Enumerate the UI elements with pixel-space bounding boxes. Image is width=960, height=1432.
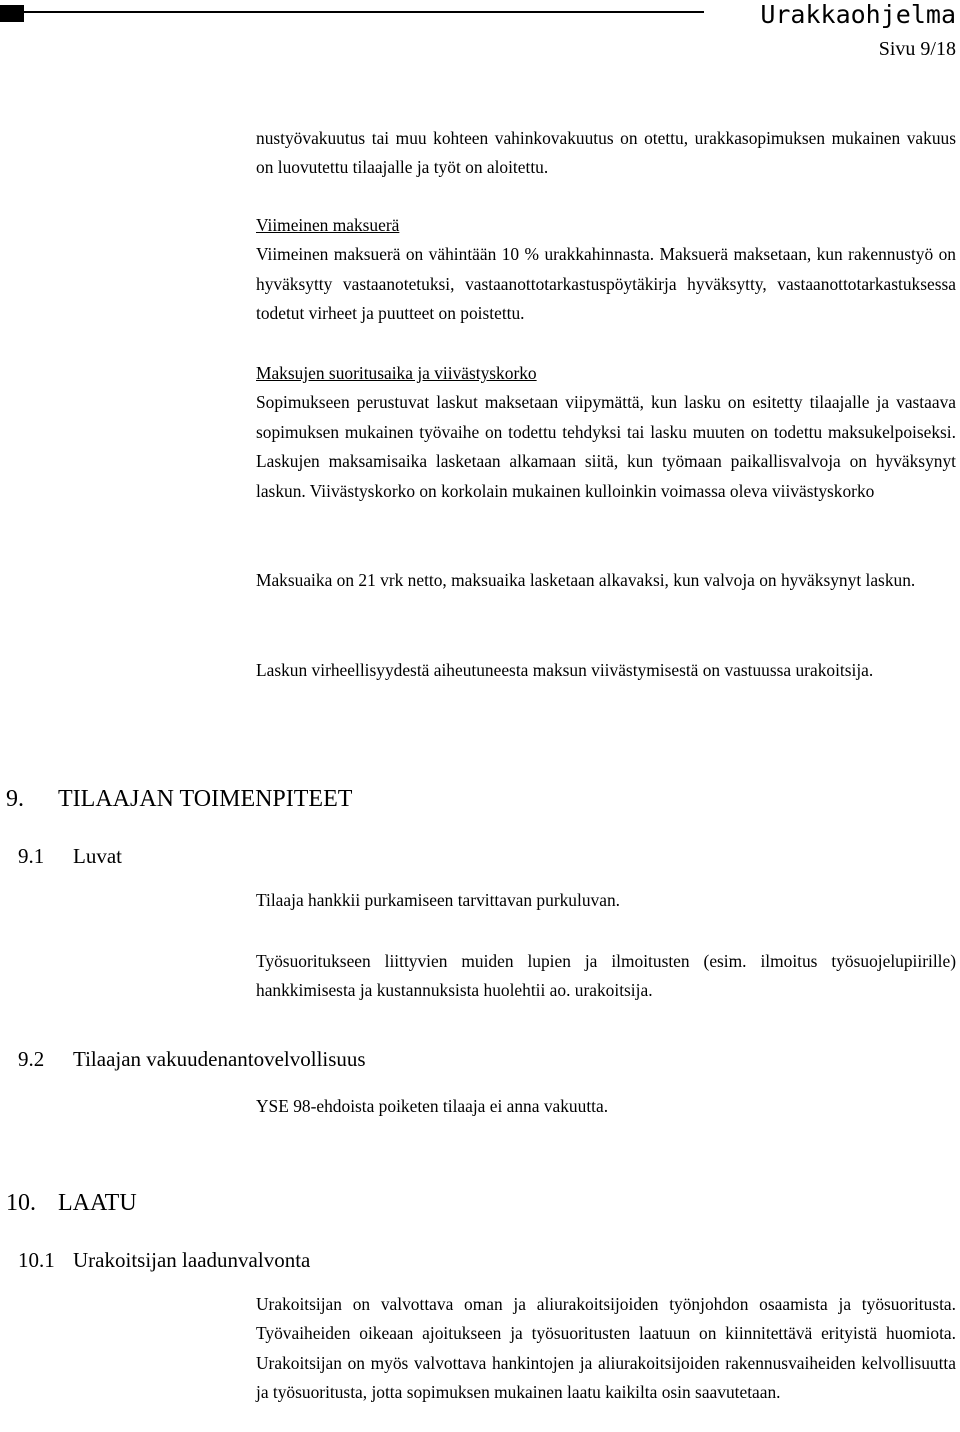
section-number: 10. xyxy=(6,1190,36,1216)
payment-text: Sopimukseen perustuvat laskut maksetaan viipymättä, kun lasku on esitetty tilaajalle ja vastaava sopimuksen mukainen työvaihe on todettu tehdyksi tai lasku muuten on todettu maksukelpoiseksi. Laskujen maksamisaika lasketaan alkamaan siitä, kun työmaan paikallisvalvoja on hyväksynyt laskun. Viivästyskorko on korkolain mukainen kulloinkin voimassa oleva viivästyskorko xyxy=(256,392,956,501)
section-10-1-heading xyxy=(18,1248,310,1273)
section-number: 9.1 xyxy=(18,844,45,868)
section-number: 9.2 xyxy=(18,1047,45,1071)
section-10-1-paragraph: Urakoitsijan on valvottava oman ja aliurakoitsijoiden työnjohdon osaamista ja työsuoritusta. Työvaiheiden oikeaan ajoitukseen ja työsuoritusten laatuun on kiinnitettävä erityistä huomiota. Urakoitsijan on myös valvottava hankintojen ja aliurakoitsijoiden rakennusvaiheiden kelvollisuutta ja työsuoritusta, jotta sopimuksen mukainen laatu kaikilta osin saavutetaan. xyxy=(256,1294,956,1403)
section-title: Tilaajan vakuudenantovelvollisuus xyxy=(73,1047,366,1071)
header-marker xyxy=(0,5,24,22)
section-title: Luvat xyxy=(73,844,122,868)
invoice-error-paragraph: Laskun virheellisyydestä aiheutuneesta maksun viivästymisestä on vastuussa urakoitsija. xyxy=(256,660,874,680)
payment-heading: Maksujen suoritusaika ja viivästyskorko xyxy=(256,363,537,383)
section-9-1-paragraph-1: Tilaaja hankkii purkamiseen tarvittavan purkuluvan. xyxy=(256,890,620,910)
section-number: 10.1 xyxy=(18,1248,55,1272)
last-installment-heading: Viimeinen maksuerä xyxy=(256,215,400,235)
section-9-1-heading xyxy=(18,844,122,869)
section-number: 9. xyxy=(6,786,24,812)
section-9-1-paragraph-2: Työsuoritukseen liittyvien muiden lupien ja ilmoitusten (esim. ilmoitus työsuojelupiirille) hankkimisesta ja kustannuksista huolehtii ao. urakoitsija. xyxy=(256,951,956,1001)
section-9-heading xyxy=(6,786,352,813)
last-installment-block xyxy=(256,211,956,329)
section-title: LAATU xyxy=(58,1190,137,1216)
header-rule xyxy=(24,11,704,13)
intro-paragraph: nustyövakuutus tai muu kohteen vahinkovakuutus on otettu, urakkasopimuksen mukainen vakuus on luovutettu tilaajalle ja työt on aloitettu. xyxy=(256,128,956,178)
payment-term-paragraph: Maksuaika on 21 vrk netto, maksuaika lasketaan alkavaksi, kun valvoja on hyväksynyt laskun. xyxy=(256,570,916,590)
page-number: Sivu 9/18 xyxy=(878,38,956,60)
section-title: Urakoitsijan laadunvalvonta xyxy=(73,1248,311,1272)
document-title: Urakkaohjelma xyxy=(760,0,956,29)
section-title: TILAAJAN TOIMENPITEET xyxy=(58,786,353,812)
last-installment-text: Viimeinen maksuerä on vähintään 10 % urakkahinnasta. Maksuerä maksetaan, kun rakennustyö on hyväksytty vastaanotetuksi, vastaanottotarkastuspöytäkirja hyväksytty, vastaanottotarkastuksessa todetut virheet ja puutteet on poistettu. xyxy=(256,244,956,324)
payment-block xyxy=(256,359,956,506)
section-9-2-paragraph: YSE 98-ehdoista poiketen tilaaja ei anna vakuutta. xyxy=(256,1096,609,1116)
section-9-2-heading xyxy=(18,1047,366,1072)
section-10-heading xyxy=(6,1190,137,1217)
